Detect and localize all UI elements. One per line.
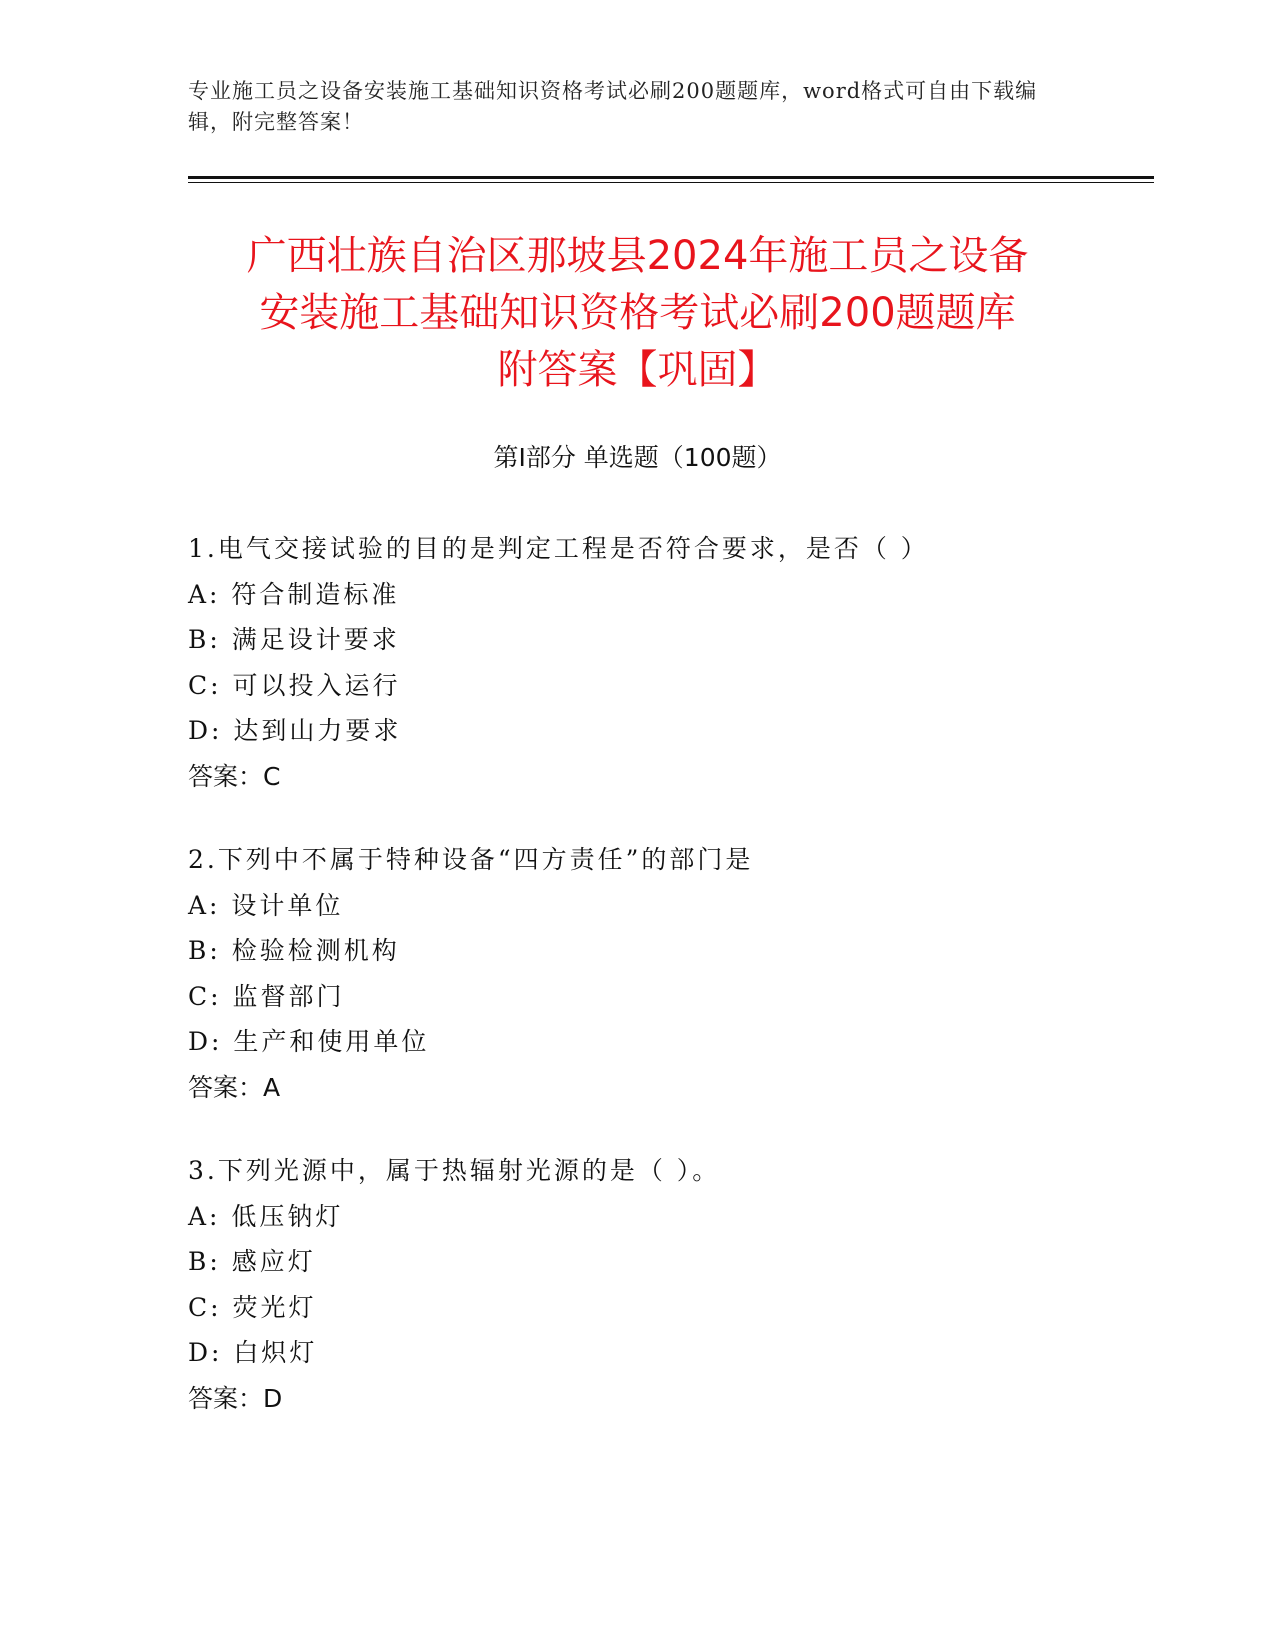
question-stem: 3.下列光源中，属于热辐射光源的是（ ）。 xyxy=(188,1156,721,1185)
option-a: A: 设计单位 xyxy=(188,890,344,920)
answer: 答案：A xyxy=(188,1072,281,1102)
answer: 答案：C xyxy=(188,761,281,791)
question-1 xyxy=(188,526,1148,799)
answer: 答案：D xyxy=(188,1383,283,1413)
option-c: C: 监督部门 xyxy=(188,981,345,1011)
section-heading: 第Ⅰ部分 单选题（100题） xyxy=(493,443,782,472)
title-line: 广西壮族自治区那坡县2024年施工员之设备 xyxy=(246,233,1029,279)
option-d: D: 白炽灯 xyxy=(188,1338,318,1367)
option-c: C: 荧光灯 xyxy=(188,1292,317,1322)
question-list xyxy=(188,526,1148,1459)
question-3 xyxy=(188,1148,1148,1421)
option-a: A: 符合制造标准 xyxy=(188,579,400,609)
option-b: B: 满足设计要求 xyxy=(188,625,400,654)
option-b: B: 感应灯 xyxy=(188,1247,316,1276)
option-c: C: 可以投入运行 xyxy=(188,670,401,700)
header-note: 专业施工员之设备安装施工基础知识资格考试必刷200题题库，word格式可自由下载编辑，附完整答案！ xyxy=(188,79,1038,134)
header-rule-thick xyxy=(188,176,1154,179)
title-line: 附答案【巩固】 xyxy=(497,347,778,393)
title-line: 安装施工基础知识资格考试必刷200题题库 xyxy=(259,290,1016,336)
option-a: A: 低压钠灯 xyxy=(188,1201,344,1231)
document-title xyxy=(150,228,1125,399)
question-2 xyxy=(188,837,1148,1110)
option-d: D: 达到山力要求 xyxy=(188,716,402,745)
option-b: B: 检验检测机构 xyxy=(188,936,400,965)
option-d: D: 生产和使用单位 xyxy=(188,1027,430,1056)
question-stem: 1.电气交接试验的目的是判定工程是否符合要求，是否（ ） xyxy=(188,534,929,563)
question-stem: 2.下列中不属于特种设备“四方责任”的部门是 xyxy=(188,845,754,874)
header-rule-thin xyxy=(188,182,1154,183)
